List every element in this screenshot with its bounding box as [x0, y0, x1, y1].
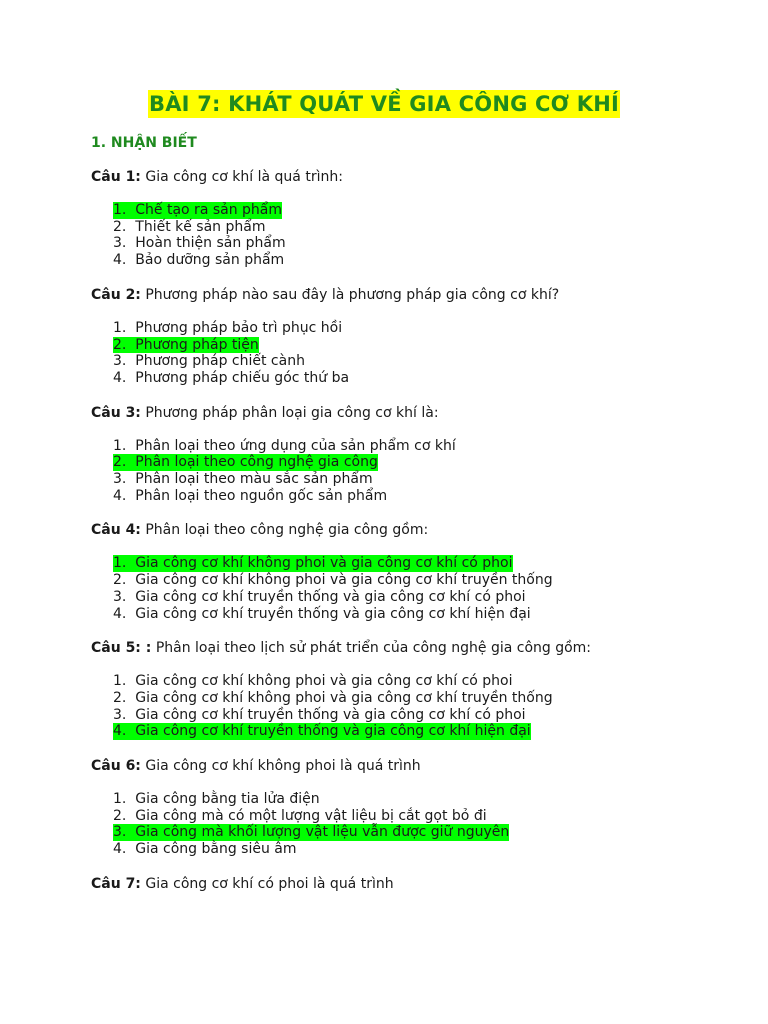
- question-text: [91, 521, 711, 539]
- option-text: Gia công cơ khí không phoi và gia công cơ khí có phoi: [135, 555, 513, 572]
- option-spacer: [126, 337, 135, 353]
- option-spacer: [126, 353, 135, 369]
- answer-option: [91, 488, 711, 505]
- option-number: 1.: [113, 791, 127, 808]
- option-spacer: [126, 606, 135, 622]
- option-highlight: [113, 202, 282, 219]
- option-spacer: [126, 438, 135, 454]
- option-number: 4.: [113, 841, 127, 858]
- option-text: Phương pháp tiện: [135, 336, 259, 353]
- option-highlight: [113, 252, 284, 269]
- option-spacer: [126, 707, 135, 723]
- option-text: Phân loại theo màu sắc sản phẩm: [135, 471, 373, 488]
- option-number: 3.: [113, 706, 127, 723]
- answer-option: [91, 841, 711, 858]
- answer-option: [91, 471, 711, 488]
- option-highlight: [113, 808, 487, 825]
- option-list: [91, 555, 711, 622]
- question-label: Câu 5: :: [91, 640, 152, 657]
- option-highlight: [113, 673, 513, 690]
- answer-option: [91, 252, 711, 269]
- question-text: [91, 404, 711, 422]
- answer-option: [91, 370, 711, 387]
- option-number: 2.: [113, 807, 127, 824]
- question-6: [91, 757, 711, 858]
- option-text: Hoàn thiện sản phẩm: [135, 235, 286, 252]
- option-text: Gia công cơ khí không phoi và gia công cơ khí truyền thống: [135, 572, 553, 589]
- question-label: Câu 1:: [91, 169, 141, 185]
- question-body: Gia công cơ khí không phoi là quá trình: [140, 758, 421, 775]
- question-label: Câu 2:: [91, 286, 141, 303]
- question-body: Phương pháp phân loại gia công cơ khí là:: [140, 404, 439, 421]
- option-number: 1.: [113, 673, 127, 690]
- option-spacer: [126, 252, 135, 268]
- option-highlight: [113, 488, 387, 505]
- option-text: Bảo dưỡng sản phẩm: [135, 252, 285, 269]
- question-text: [91, 168, 711, 186]
- option-spacer: [126, 791, 135, 807]
- option-spacer: [126, 202, 135, 218]
- option-highlight: [113, 471, 373, 488]
- option-spacer: [126, 673, 135, 689]
- option-spacer: [126, 219, 135, 235]
- question-text: [91, 286, 711, 304]
- option-text: Gia công cơ khí truyền thống và gia công cơ khí có phoi: [135, 588, 526, 605]
- option-text: Phương pháp bảo trì phục hồi: [135, 319, 343, 336]
- question-text: [91, 757, 711, 775]
- option-spacer: [126, 841, 135, 857]
- option-number: 1.: [113, 319, 127, 336]
- answer-option: [91, 320, 711, 337]
- answer-option: [91, 219, 711, 236]
- option-text: Gia công bằng siêu âm: [135, 841, 297, 858]
- option-spacer: [126, 723, 135, 739]
- correct-answer-option: [91, 202, 711, 219]
- option-number: 2.: [113, 454, 127, 471]
- question-body: Phân loại theo công nghệ gia công gồm:: [140, 522, 429, 539]
- option-number: 4.: [113, 487, 127, 504]
- option-text: Phân loại theo công nghệ gia công: [135, 454, 378, 471]
- option-spacer: [126, 808, 135, 824]
- answer-option: [91, 589, 711, 606]
- option-spacer: [126, 370, 135, 386]
- option-number: 2.: [113, 572, 127, 589]
- option-highlight: [113, 454, 378, 471]
- option-highlight: [113, 337, 259, 354]
- question-2: [91, 286, 711, 387]
- question-4: [91, 521, 711, 622]
- answer-option: [91, 438, 711, 455]
- option-highlight: [113, 572, 553, 589]
- option-highlight: [113, 555, 513, 572]
- option-spacer: [126, 824, 135, 840]
- option-text: Phương pháp chiết cành: [135, 353, 305, 370]
- option-highlight: [113, 219, 265, 236]
- option-list: [91, 791, 711, 858]
- option-number: 3.: [113, 471, 127, 488]
- question-7: [91, 875, 711, 893]
- option-spacer: [126, 320, 135, 336]
- option-text: Phương pháp chiếu góc thứ ba: [135, 369, 350, 386]
- answer-option: [91, 353, 711, 370]
- option-number: 2.: [113, 218, 127, 235]
- option-highlight: [113, 589, 526, 606]
- option-text: Gia công mà có một lượng vật liệu bị cắt gọt bỏ đi: [135, 807, 487, 824]
- question-body: Phương pháp nào sau đây là phương pháp gia công cơ khí?: [140, 286, 560, 303]
- option-text: Chế tạo ra sản phẩm: [135, 202, 283, 218]
- option-text: Gia công cơ khí không phoi và gia công cơ khí có phoi: [135, 673, 513, 690]
- question-label: Câu 4:: [91, 522, 141, 539]
- option-text: Thiết kế sản phẩm: [135, 218, 266, 235]
- correct-answer-option: [91, 337, 711, 354]
- option-number: 3.: [113, 353, 127, 370]
- option-number: 3.: [113, 588, 127, 605]
- option-text: Gia công bằng tia lửa điện: [135, 791, 320, 808]
- section-heading: 1. NHẬN BIẾT: [91, 135, 197, 151]
- option-highlight: [113, 606, 531, 623]
- question-list: [91, 168, 711, 910]
- option-highlight: [113, 353, 305, 370]
- document-title: BÀI 7: KHÁT QUÁT VỀ GIA CÔNG CƠ KHÍ: [149, 92, 619, 116]
- option-text: Gia công cơ khí truyền thống và gia công cơ khí hiện đại: [135, 723, 531, 740]
- question-5: [91, 639, 711, 740]
- option-highlight: [113, 824, 509, 841]
- option-highlight: [113, 438, 456, 455]
- option-text: Gia công cơ khí truyền thống và gia công cơ khí hiện đại: [135, 605, 531, 622]
- question-3: [91, 404, 711, 505]
- option-number: 1.: [113, 555, 127, 572]
- option-list: [91, 320, 711, 387]
- answer-option: [91, 808, 711, 825]
- answer-option: [91, 791, 711, 808]
- option-spacer: [126, 471, 135, 487]
- correct-answer-option: [91, 723, 711, 740]
- option-number: 1.: [113, 202, 127, 218]
- option-number: 4.: [113, 723, 127, 740]
- option-list: [91, 673, 711, 740]
- option-spacer: [126, 454, 135, 470]
- option-list: [91, 202, 711, 269]
- correct-answer-option: [91, 454, 711, 471]
- correct-answer-option: [91, 824, 711, 841]
- option-number: 3.: [113, 235, 127, 252]
- question-label: Câu 6:: [91, 758, 141, 775]
- option-text: Gia công mà khối lượng vật liệu vẫn được giữ nguyên: [135, 824, 510, 841]
- option-list: [91, 438, 711, 505]
- title-wrap: [0, 90, 768, 118]
- option-number: 2.: [113, 336, 127, 353]
- question-1: [91, 168, 711, 269]
- option-text: Gia công cơ khí truyền thống và gia công cơ khí có phoi: [135, 706, 526, 723]
- answer-option: [91, 690, 711, 707]
- option-number: 4.: [113, 605, 127, 622]
- correct-answer-option: [91, 555, 711, 572]
- option-highlight: [113, 370, 349, 387]
- option-spacer: [126, 488, 135, 504]
- option-text: Phân loại theo ứng dụng của sản phẩm cơ khí: [135, 437, 456, 454]
- option-number: 4.: [113, 369, 127, 386]
- question-label: Câu 7:: [91, 875, 141, 892]
- option-text: Gia công cơ khí không phoi và gia công cơ khí truyền thống: [135, 689, 553, 706]
- option-highlight: [113, 791, 320, 808]
- answer-option: [91, 707, 711, 724]
- question-label: Câu 3:: [91, 404, 141, 421]
- option-highlight: [113, 690, 553, 707]
- answer-option: [91, 606, 711, 623]
- option-number: 3.: [113, 824, 127, 841]
- option-spacer: [126, 555, 135, 571]
- option-spacer: [126, 572, 135, 588]
- option-spacer: [126, 690, 135, 706]
- option-number: 1.: [113, 437, 127, 454]
- option-highlight: [113, 320, 342, 337]
- question-body: Gia công cơ khí có phoi là quá trình: [140, 875, 394, 892]
- answer-option: [91, 235, 711, 252]
- option-number: 4.: [113, 252, 127, 269]
- option-number: 2.: [113, 689, 127, 706]
- question-body: Gia công cơ khí là quá trình:: [140, 169, 343, 185]
- option-highlight: [113, 707, 526, 724]
- question-text: [91, 639, 711, 657]
- answer-option: [91, 673, 711, 690]
- answer-option: [91, 572, 711, 589]
- option-highlight: [113, 235, 286, 252]
- option-spacer: [126, 589, 135, 605]
- option-highlight: [113, 723, 531, 740]
- question-body: Phân loại theo lịch sử phát triển của công nghệ gia công gồm:: [151, 640, 592, 657]
- option-highlight: [113, 841, 297, 858]
- option-spacer: [126, 235, 135, 251]
- question-text: [91, 875, 711, 893]
- option-text: Phân loại theo nguồn gốc sản phẩm: [135, 487, 388, 504]
